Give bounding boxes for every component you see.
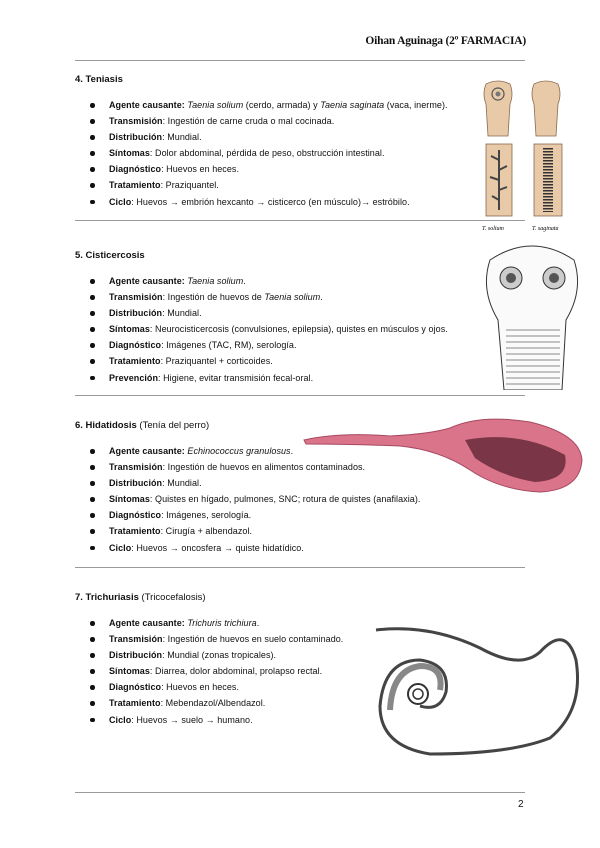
item-text: : Diarrea, dolor abdominal, prolapso rectal.	[149, 666, 323, 677]
list-item	[75, 353, 535, 369]
list-item	[75, 161, 535, 177]
item-label: Ciclo	[109, 542, 132, 553]
caption-t-solium: T. solium	[482, 226, 504, 232]
bullet-icon	[90, 103, 95, 108]
item-label: Distribución	[109, 132, 163, 143]
list-item	[75, 305, 535, 321]
echinococcus-figure	[300, 410, 590, 500]
item-text: : Cirugía + albendazol.	[160, 526, 253, 537]
item-text: .	[243, 276, 246, 286]
section-title-note: (Tricocefalosis)	[138, 592, 206, 603]
species-name: Echinococcus granulosus	[187, 446, 291, 456]
list-item	[75, 507, 535, 523]
bullet-icon	[90, 669, 95, 674]
bullet-icon	[90, 119, 95, 124]
item-label: Tratamiento	[109, 526, 161, 537]
bullet-icon	[90, 449, 95, 454]
taenia-scolex-proglottid-figure	[478, 80, 578, 232]
item-label: Diagnóstico	[109, 510, 162, 521]
item-label: Distribución	[109, 308, 163, 319]
item-label: Síntomas	[109, 666, 150, 677]
section-title	[75, 592, 535, 603]
item-text: : Huevos → embrión hexcanto → cisticerco (en músculo)→ estróbilo.	[131, 196, 410, 207]
item-text: : Mundial.	[162, 478, 202, 489]
list-item	[75, 540, 535, 556]
item-text: : Neurocisticercosis (convulsiones, epilepsia), quistes en músculos y ojos.	[149, 324, 448, 335]
item-text: : Praziquantel.	[160, 180, 219, 191]
item-label: Distribución	[109, 478, 163, 489]
item-text: : Mebendazol/Albendazol.	[160, 698, 266, 709]
bullet-icon	[90, 311, 95, 316]
item-label: Agente causante:	[109, 618, 185, 628]
item-text: : Imágenes, serología.	[161, 510, 252, 521]
section-title-text: 5. Cisticercosis	[75, 250, 145, 261]
bullet-icon	[90, 343, 95, 348]
item-label: Ciclo	[109, 714, 132, 725]
item-label: Síntomas	[109, 148, 150, 159]
list-item	[75, 370, 535, 386]
item-text: .	[290, 446, 294, 456]
item-label: Prevención	[109, 372, 159, 383]
list-item	[75, 273, 535, 289]
species-name: Trichuris trichiura	[187, 618, 257, 628]
item-label: Transmisión	[109, 116, 163, 127]
item-text: : Imágenes (TAC, RM), serología.	[161, 340, 297, 351]
bullet-list	[75, 97, 535, 210]
list-item	[75, 113, 535, 129]
item-text: : Huevos en heces.	[161, 164, 240, 175]
list-item	[75, 194, 535, 210]
bullet-icon	[90, 279, 95, 284]
item-label: Diagnóstico	[109, 682, 162, 693]
species-name: Taenia saginata	[320, 100, 385, 110]
bullet-icon	[90, 465, 95, 470]
caption-t-saginata: T. saginata	[532, 226, 559, 232]
bullet-icon	[90, 167, 95, 172]
header-author: Oihan Aguinaga (2º FARMACIA)	[365, 35, 526, 47]
item-label: Síntomas	[109, 324, 150, 335]
list-item	[75, 177, 535, 193]
item-label: Transmisión	[109, 634, 163, 645]
section-title-text: 4. Teniasis	[75, 74, 123, 85]
bullet-icon	[90, 183, 95, 188]
species-name: Taenia solium	[187, 100, 244, 110]
item-label: Transmisión	[109, 292, 163, 303]
bullet-icon	[90, 653, 95, 658]
bullet-icon	[90, 497, 95, 502]
bullet-icon	[90, 529, 95, 534]
item-label: Agente causante:	[109, 100, 185, 110]
item-text: .	[320, 292, 323, 303]
item-label: Tratamiento	[109, 180, 161, 191]
item-text: : Ingestión de carne cruda o mal cocinada.	[162, 116, 335, 127]
divider	[75, 220, 525, 221]
bullet-icon	[90, 637, 95, 642]
section-title-text: 7. Trichuriasis	[75, 592, 139, 603]
divider	[75, 567, 525, 568]
species-name: Taenia solium	[187, 276, 244, 286]
item-label: Síntomas	[109, 494, 150, 505]
item-text: : Mundial.	[162, 308, 202, 319]
item-label: Distribución	[109, 650, 163, 661]
item-label: Agente causante:	[109, 276, 185, 286]
bullet-icon	[90, 376, 95, 381]
item-text: : Praziquantel + corticoides.	[160, 356, 273, 367]
section-title-text: 6. Hidatidosis	[75, 420, 137, 431]
list-item	[75, 145, 535, 161]
item-text: : Mundial (zonas tropicales).	[162, 650, 277, 661]
bullet-icon	[90, 295, 95, 300]
item-text: : Huevos en heces.	[161, 682, 240, 693]
bullet-icon	[90, 481, 95, 486]
bullet-icon	[90, 151, 95, 156]
section-title	[75, 74, 535, 85]
list-item	[75, 289, 535, 305]
list-item	[75, 97, 535, 113]
bullet-icon	[90, 327, 95, 332]
bullet-list	[75, 273, 535, 386]
divider	[75, 60, 525, 61]
list-item	[75, 523, 535, 539]
bullet-icon	[90, 359, 95, 364]
bullet-icon	[90, 135, 95, 140]
section-cisticercosis	[75, 250, 535, 386]
bullet-icon	[90, 546, 95, 551]
item-text: (cerdo, armada) y	[243, 100, 321, 110]
item-label: Diagnóstico	[109, 340, 162, 351]
item-text: : Ingestión de huevos de	[162, 292, 265, 303]
item-text: : Huevos → oncosfera → quiste hidatídico.	[131, 542, 304, 553]
item-label: Diagnóstico	[109, 164, 162, 175]
list-item	[75, 321, 535, 337]
item-label: Agente causante:	[109, 446, 185, 456]
page-number: 2	[518, 799, 524, 810]
trichuris-figure	[370, 620, 590, 770]
section-teniasis	[75, 74, 535, 210]
item-text: : Higiene, evitar transmisión fecal-oral.	[158, 372, 314, 383]
section-title-note: (Tenía del perro)	[136, 420, 210, 431]
list-item	[75, 129, 535, 145]
item-label: Ciclo	[109, 196, 132, 207]
item-text: : Quistes en hígado, pulmones, SNC; rotura de quistes (anafilaxia).	[149, 494, 421, 505]
section-title	[75, 250, 535, 261]
bullet-icon	[90, 621, 95, 626]
item-text: (vaca, inerme).	[384, 100, 448, 110]
divider	[75, 792, 525, 793]
bullet-icon	[90, 718, 95, 723]
bullet-icon	[90, 513, 95, 518]
item-text: : Ingestión de huevos en alimentos contaminados.	[162, 462, 366, 473]
scolex-figure	[476, 240, 588, 390]
item-label: Tratamiento	[109, 698, 161, 709]
bullet-icon	[90, 701, 95, 706]
list-item	[75, 337, 535, 353]
item-text: : Dolor abdominal, pérdida de peso, obstrucción intestinal.	[149, 148, 385, 159]
divider	[75, 395, 525, 396]
bullet-icon	[90, 685, 95, 690]
item-text: : Ingestión de huevos en suelo contaminado.	[162, 634, 344, 645]
item-text: : Huevos → suelo → humano.	[131, 714, 253, 725]
item-text: .	[256, 618, 260, 628]
item-label: Transmisión	[109, 462, 163, 473]
item-text: : Mundial.	[162, 132, 202, 143]
species-name: Taenia solium	[264, 292, 321, 303]
bullet-icon	[90, 200, 95, 205]
item-label: Tratamiento	[109, 356, 161, 367]
